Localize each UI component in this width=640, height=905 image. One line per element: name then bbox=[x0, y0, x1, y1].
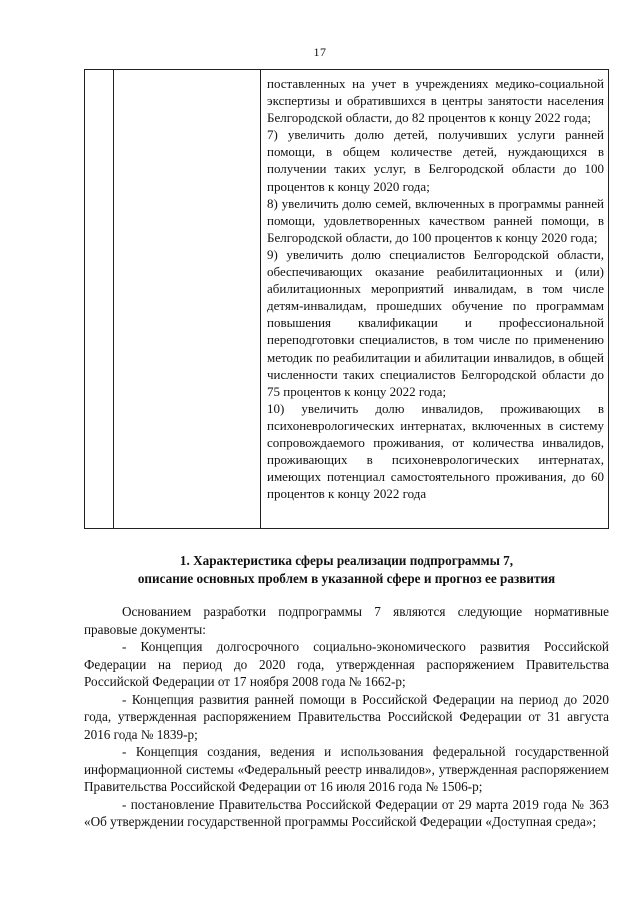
section-title bbox=[84, 552, 609, 588]
table-column-divider bbox=[113, 70, 114, 528]
section-title-line: 1. Характеристика сферы реализации подпрограммы 7, bbox=[179, 553, 514, 568]
continuation-table bbox=[84, 69, 609, 529]
table-paragraph: поставленных на учет в учреждениях медико-социальной экспертизы и обратившихся в центры занятости населения Белгородской области, до 82 процентов к концу 2022 года; bbox=[267, 76, 604, 126]
table-paragraph: 7) увеличить долю детей, получивших услуги ранней помощи, в общем количестве детей, нуждающихся в получении таких услуг, в Белгородской области до 100 процентов к концу 2020 года; bbox=[267, 127, 604, 194]
body-text bbox=[84, 603, 609, 831]
page-number: 17 bbox=[313, 45, 327, 59]
table-column-divider bbox=[260, 70, 261, 528]
body-paragraph: - Концепция развития ранней помощи в Российской Федерации на период до 2020 года, утвержденная распоряжением Правительства Российской Федерации от 31 августа 2016 года № 1839-р; bbox=[84, 691, 609, 742]
table-paragraph: 8) увеличить долю семей, включенных в программы ранней помощи, удовлетворенных качеством ранней помощи, в Белгородской области, до 100 процентов к концу 2020 года; bbox=[267, 195, 604, 245]
body-paragraph: - постановление Правительства Российской Федерации от 29 марта 2019 года № 363 «Об утверждении государственной программы Российской Федерации «Доступная среда»; bbox=[84, 796, 609, 829]
table-cell-goals bbox=[267, 75, 604, 502]
body-paragraph: - Концепция создания, ведения и использования федеральной государственной информационной системы «Федеральный реестр инвалидов», утвержденная распоряжением Правительства Российской Федерации от 16 июля 2016 года № 1506-р; bbox=[84, 744, 609, 794]
section-title-line: описание основных проблем в указанной сфере и прогноз ее развития bbox=[137, 571, 556, 586]
table-paragraph: 9) увеличить долю специалистов Белгородской области, обеспечивающих оказание реабилитационных и (или) абилитационных мероприятий инвалидам, в том числе детям-инвалидам, прошедших обучение по программам повышения квалификации и профессиональной переподготовки специалистов, в том числе по применению методик по реабилитации и абилитации инвалидов, в общей численности таких специалистов Белгородской области до 75 процентов к концу 2022 года; bbox=[267, 246, 604, 399]
body-paragraph: Основанием разработки подпрограммы 7 являются следующие нормативные правовые документы: bbox=[84, 604, 609, 637]
body-paragraph: - Концепция долгосрочного социально-экономического развития Российской Федерации на период до 2020 года, утвержденная распоряжением Правительства Российской Федерации от 17 ноября 2008 года № 1662-р; bbox=[84, 639, 609, 689]
table-paragraph: 10) увеличить долю инвалидов, проживающих в психоневрологических интернатах, включенных в систему сопровождаемого проживания, от количества инвалидов, проживающих в психоневрологических интернатах, имеющих потенциал самостоятельного проживания, до 60 процентов к концу 2022 года bbox=[267, 400, 604, 502]
